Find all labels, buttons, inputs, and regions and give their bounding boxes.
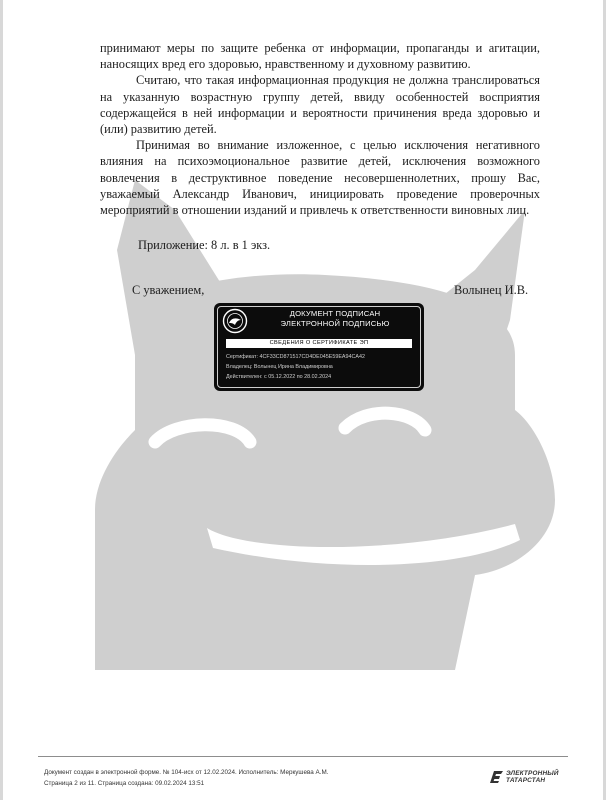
appendix-note: Приложение: 8 л. в 1 экз.: [138, 238, 271, 252]
certificate-number: Сертификат: 4CF33CD871517CD4DE045E59EA94CA42: [226, 354, 366, 360]
logo-line2: ТАТАРСТАН: [506, 777, 546, 785]
footer-divider: [38, 756, 568, 757]
closing-regards: С уважением,: [132, 283, 205, 297]
certificate-header: СВЕДЕНИЯ О СЕРТИФИКАТЕ ЭП: [226, 339, 412, 348]
logo-wordmark: [506, 770, 559, 785]
certificate-owner: Владелец: Волынец Ирина Владимировна: [226, 364, 333, 370]
stamp-title-line1: ДОКУМЕНТ ПОДПИСАН: [289, 309, 381, 318]
tatarstan-emblem-icon: [222, 308, 248, 334]
logo-line1: ЭЛЕКТРОННЫЙ: [506, 770, 559, 777]
tatarstan-logo-icon: [488, 769, 504, 785]
footer-page-info: Страница 2 из 11. Страница создана: 09.02.2024 13:51: [44, 780, 205, 787]
electronic-signature-stamp: [214, 303, 424, 391]
stamp-title-line2: ЭЛЕКТРОННОЙ ПОДПИСЬЮ: [280, 319, 390, 328]
page-edge-left: [0, 0, 3, 800]
electronic-tatarstan-logo: [488, 766, 564, 788]
signer-name: Волынец И.В.: [454, 283, 529, 297]
stamp-title: [252, 309, 418, 329]
paragraph-protection: принимают меры по защите ребенка от информации, пропаганды и агитации, наносящих вред его здоровью, нравственному и духовному развитию.: [100, 41, 540, 72]
watermark-figure: [95, 180, 555, 670]
paragraph-request: Принимая во внимание изложенное, с целью исключения негативного влияния на психоэмоциональное развитие детей, исключения возможного вовлечения в деструктивное поведение несовершеннолетних, прошу Вас, уважаемый Александр Иванович, инициировать проведение проверочных мероприятий в отношении изданий и привлечь к ответственности виновных лиц.: [100, 138, 540, 218]
paragraph-opinion: Считаю, что такая информационная продукция не должна транслироваться на указанную возрастную группу детей, ввиду особенностей восприятия содержащейся в ней информации и вероятности причинения вреда здоровью и (или) развитию детей.: [100, 73, 540, 137]
footer-document-info: Документ создан в электронной форме. № 104-исх от 12.02.2024. Исполнитель: Меркушева А.М.: [44, 769, 329, 776]
certificate-validity: Действителен: с 05.12.2022 по 28.02.2024: [226, 374, 332, 380]
footer-info: [44, 767, 464, 789]
letter-body: [100, 40, 540, 218]
